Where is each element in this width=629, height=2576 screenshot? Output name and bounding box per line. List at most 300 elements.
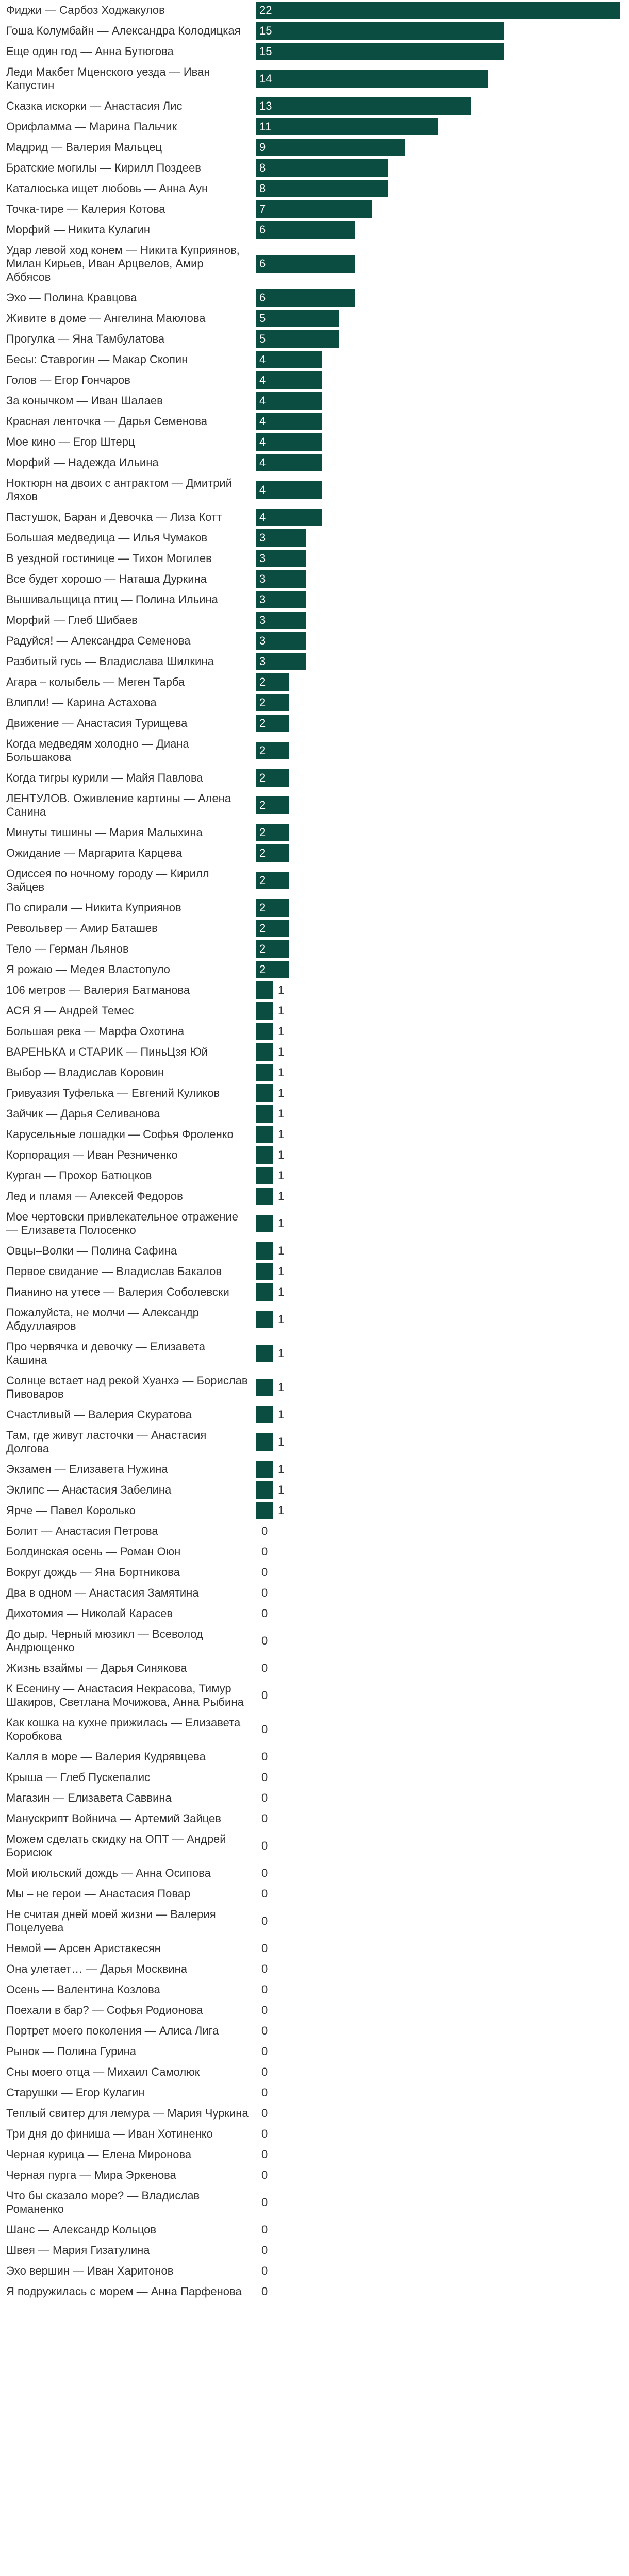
value-label: 1 xyxy=(278,984,285,996)
chart-row xyxy=(0,1980,629,1999)
category-label: Точка-тире — Калерия Котова xyxy=(6,202,165,215)
chart-row xyxy=(0,2221,629,2239)
category-label: Большая медведица — Илья Чумаков xyxy=(6,531,208,544)
value-label: 0 xyxy=(261,1791,268,1804)
bar xyxy=(256,509,322,526)
category-label: Когда тигры курили — Майя Павлова xyxy=(6,771,203,784)
bar xyxy=(256,180,388,197)
category-label: Жизнь взаймы — Дарья Синякова xyxy=(6,1662,187,1674)
chart-row xyxy=(0,769,629,787)
chart-row xyxy=(0,42,629,61)
chart-row xyxy=(0,117,629,136)
value-label: 2 xyxy=(259,846,266,859)
category-label: Фиджи — Сарбоз Ходжакулов xyxy=(6,4,165,16)
category-label: Мое кино — Егор Штерц xyxy=(6,435,135,448)
value-label: 5 xyxy=(259,312,266,325)
category-label: Каталюська ищет любовь — Анна Аун xyxy=(6,182,208,195)
chart-row xyxy=(0,241,629,286)
category-label: Все будет хорошо — Наташа Дуркина xyxy=(6,572,207,585)
bar xyxy=(256,255,355,273)
category-label: Эхо — Полина Кравцова xyxy=(6,291,137,304)
value-label: 1 xyxy=(278,1066,285,1079)
value-label: 2 xyxy=(259,963,266,976)
category-label: Минуты тишины — Мария Малыхина xyxy=(6,826,203,839)
bar xyxy=(256,1188,273,1205)
category-label: Большая река — Марфа Охотина xyxy=(6,1025,185,1038)
value-label: 22 xyxy=(259,4,272,16)
category-label: Осень — Валентина Козлова xyxy=(6,1983,160,1996)
chart-row xyxy=(0,1748,629,1766)
value-label: 0 xyxy=(261,2127,268,2140)
category-label: Вокруг дождь — Яна Бортникова xyxy=(6,1566,180,1579)
chart-row xyxy=(0,1522,629,1540)
chart-row xyxy=(0,1371,629,1403)
bar xyxy=(256,1105,273,1123)
chart-row xyxy=(0,1002,629,1020)
chart-row xyxy=(0,1939,629,1958)
value-label: 9 xyxy=(259,141,266,154)
category-label: Поехали в бар? — Софья Родионова xyxy=(6,2004,203,2016)
bar xyxy=(256,1242,273,1260)
chart-row xyxy=(0,1809,629,1828)
category-label: Счастливый — Валерия Скуратова xyxy=(6,1408,192,1421)
chart-row xyxy=(0,2063,629,2081)
chart-row xyxy=(0,632,629,650)
value-label: 0 xyxy=(261,2065,268,2078)
category-label: Портрет моего поколения — Алиса Лига xyxy=(6,2024,219,2037)
category-label: Не считая дней моей жизни — Валерия Поцелуева xyxy=(6,1908,216,1934)
value-label: 0 xyxy=(261,1566,268,1579)
value-label: 7 xyxy=(259,202,266,215)
chart-row xyxy=(0,371,629,389)
value-label: 1 xyxy=(278,1107,285,1120)
chart-row xyxy=(0,652,629,671)
category-label: Старушки — Егор Кулагин xyxy=(6,2086,145,2099)
chart-row xyxy=(0,1481,629,1499)
value-label: 4 xyxy=(259,374,266,386)
chart-row xyxy=(0,412,629,431)
category-label: Пианино на утесе — Валерия Соболевски xyxy=(6,1285,229,1298)
chart-row xyxy=(0,1166,629,1185)
category-label: Первое свидание — Владислав Бакалов xyxy=(6,1265,222,1278)
value-label: 1 xyxy=(278,1265,285,1278)
value-label: 3 xyxy=(259,614,266,626)
category-label: Немой — Арсен Аристакесян xyxy=(6,1942,161,1955)
category-label: Мой июльский дождь — Анна Осипова xyxy=(6,1867,211,1879)
chart-row xyxy=(0,2001,629,2020)
value-label: 0 xyxy=(261,1812,268,1825)
category-label: Магазин — Елизавета Саввина xyxy=(6,1791,172,1804)
chart-row xyxy=(0,693,629,712)
bar xyxy=(256,1146,273,1164)
category-label: Она улетает… — Дарья Москвина xyxy=(6,1962,187,1975)
value-label: 2 xyxy=(259,675,266,688)
chart-row xyxy=(0,590,629,609)
chart-row xyxy=(0,138,629,157)
category-label: Экзамен — Елизавета Нужина xyxy=(6,1463,168,1476)
value-label: 2 xyxy=(259,942,266,955)
value-label: 0 xyxy=(261,2107,268,2120)
category-label: Ноктюрн на двоих с антрактом — Дмитрий Ляхов xyxy=(6,477,233,503)
category-label: Дихотомия — Николай Карасев xyxy=(6,1607,173,1620)
chart-row xyxy=(0,1543,629,1561)
value-label: 0 xyxy=(261,2223,268,2236)
value-label: 2 xyxy=(259,744,266,757)
category-label: Разбитый гусь — Владислава Шилкина xyxy=(6,655,214,668)
bar xyxy=(256,200,372,218)
value-label: 4 xyxy=(259,511,266,523)
value-label: 1 xyxy=(278,1045,285,1058)
chart-row xyxy=(0,2166,629,2184)
category-label: Крыша — Глеб Пускепалис xyxy=(6,1771,151,1784)
category-label: Вышивальщица птиц — Полина Ильина xyxy=(6,593,218,606)
value-label: 13 xyxy=(259,99,272,112)
category-label: Курган — Прохор Батюцков xyxy=(6,1169,152,1182)
category-label: Агара – колыбель — Меген Тарба xyxy=(6,675,185,688)
category-label: Сны моего отца — Михаил Самолюк xyxy=(6,2065,200,2078)
value-label: 0 xyxy=(261,1689,268,1702)
chart-row xyxy=(0,1714,629,1745)
category-label: Пожалуйста, не молчи — Александр Абдуллаяров xyxy=(6,1306,199,1332)
value-label: 6 xyxy=(259,223,266,236)
value-label: 4 xyxy=(259,415,266,428)
bar xyxy=(256,1084,273,1102)
bar xyxy=(256,454,322,471)
chart-row xyxy=(0,899,629,917)
value-label: 0 xyxy=(261,1839,268,1852)
chart-row xyxy=(0,1864,629,1883)
chart-row xyxy=(0,1680,629,1711)
chart-row xyxy=(0,1830,629,1862)
value-label: 0 xyxy=(261,2045,268,2058)
chart-row xyxy=(0,2282,629,2301)
value-label: 0 xyxy=(261,1723,268,1736)
chart-row xyxy=(0,1303,629,1335)
chart-row xyxy=(0,1584,629,1602)
chart-row xyxy=(0,844,629,862)
chart-row xyxy=(0,1501,629,1520)
chart-row xyxy=(0,453,629,472)
value-label: 0 xyxy=(261,2168,268,2181)
value-label: 3 xyxy=(259,552,266,565)
chart-row xyxy=(0,433,629,451)
value-label: 1 xyxy=(278,1504,285,1517)
chart-row xyxy=(0,1789,629,1807)
value-label: 0 xyxy=(261,2004,268,2016)
value-label: 8 xyxy=(259,161,266,174)
value-label: 0 xyxy=(261,2285,268,2298)
category-label: Я рожаю — Медея Властопуло xyxy=(6,963,170,976)
value-label: 1 xyxy=(278,1285,285,1298)
category-label: Радуйся! — Александра Семенова xyxy=(6,634,191,647)
value-label: 3 xyxy=(259,572,266,585)
value-label: 1 xyxy=(278,1025,285,1038)
chart-row xyxy=(0,309,629,328)
chart-row xyxy=(0,865,629,896)
value-label: 8 xyxy=(259,182,266,195)
chart-row xyxy=(0,392,629,410)
category-label: К Есенину — Анастасия Некрасова, Тимур Шакиров, Светлана Мочижова, Анна Рыбина xyxy=(6,1682,244,1708)
value-label: 0 xyxy=(261,1662,268,1674)
category-label: Корпорация — Иван Резниченко xyxy=(6,1148,178,1161)
value-label: 0 xyxy=(261,2244,268,2257)
bar xyxy=(256,1215,273,1232)
bar xyxy=(256,1002,273,1020)
chart-row xyxy=(0,2042,629,2061)
category-label: Леди Макбет Мценского уезда — Иван Капустин xyxy=(6,65,210,92)
bar xyxy=(256,97,471,115)
chart-row xyxy=(0,2104,629,2123)
chart-row xyxy=(0,1405,629,1424)
value-label: 2 xyxy=(259,717,266,730)
category-label: В уездной гостинице — Тихон Могилев xyxy=(6,552,212,565)
value-label: 0 xyxy=(261,1887,268,1900)
chart-row xyxy=(0,63,629,95)
bar xyxy=(256,481,322,499)
category-label: Лед и пламя — Алексей Федоров xyxy=(6,1190,183,1202)
category-label: Эхо вершин — Иван Харитонов xyxy=(6,2264,174,2277)
value-label: 4 xyxy=(259,435,266,448)
bar xyxy=(256,1023,273,1040)
value-label: 0 xyxy=(261,1983,268,1996)
category-label: Еще один год — Анна Бутюгова xyxy=(6,45,174,58)
bar xyxy=(256,1406,273,1423)
value-label: 5 xyxy=(259,332,266,345)
category-label: Ярче — Павел Королько xyxy=(6,1504,136,1517)
chart-row xyxy=(0,919,629,938)
category-label: Я подружилась с морем — Анна Парфенова xyxy=(6,2285,242,2298)
value-label: 15 xyxy=(259,24,272,37)
category-label: Пастушок, Баран и Девочка — Лиза Котт xyxy=(6,511,222,523)
value-label: 1 xyxy=(278,1087,285,1099)
bar xyxy=(256,1126,273,1143)
chart-row xyxy=(0,1105,629,1123)
chart-row xyxy=(0,1659,629,1677)
value-label: 4 xyxy=(259,394,266,407)
chart-row xyxy=(0,549,629,568)
value-label: 1 xyxy=(278,1347,285,1360)
value-label: 15 xyxy=(259,45,272,58)
value-label: 1 xyxy=(278,1148,285,1161)
chart-row xyxy=(0,1337,629,1369)
chart-row xyxy=(0,1460,629,1479)
bar xyxy=(256,433,322,451)
category-label: Швея — Мария Гизатулина xyxy=(6,2244,150,2257)
bar xyxy=(256,392,322,410)
value-label: 2 xyxy=(259,696,266,709)
category-label: АСЯ Я — Андрей Темес xyxy=(6,1004,134,1017)
value-label: 1 xyxy=(278,1217,285,1230)
chart-row xyxy=(0,97,629,115)
chart-row xyxy=(0,1885,629,1903)
category-label: Живите в доме — Ангелина Маюлова xyxy=(6,312,206,325)
category-label: Револьвер — Амир Баташев xyxy=(6,922,158,935)
value-label: 1 xyxy=(278,1004,285,1017)
category-label: Гривуазия Туфелька — Евгений Куликов xyxy=(6,1087,220,1099)
category-label: Зайчик — Дарья Селиванова xyxy=(6,1107,160,1120)
category-label: Овцы–Волки — Полина Сафина xyxy=(6,1244,177,1257)
category-label: Три дня до финиша — Иван Хотиненко xyxy=(6,2127,213,2140)
value-label: 3 xyxy=(259,634,266,647)
value-label: 0 xyxy=(261,1867,268,1879)
value-label: 14 xyxy=(259,72,272,85)
chart-row xyxy=(0,2083,629,2102)
chart-row xyxy=(0,1960,629,1978)
value-label: 0 xyxy=(261,2024,268,2037)
chart-row xyxy=(0,529,629,547)
chart-row xyxy=(0,673,629,691)
value-label: 1 xyxy=(278,1244,285,1257)
category-label: Шанс — Александр Кольцов xyxy=(6,2223,157,2236)
chart-row xyxy=(0,350,629,369)
value-label: 1 xyxy=(278,1128,285,1141)
chart-row xyxy=(0,508,629,527)
category-label: ЛЕНТУЛОВ. Оживление картины — Алена Санина xyxy=(6,792,231,818)
bar xyxy=(256,1345,273,1362)
chart-row xyxy=(0,2145,629,2164)
category-label: Движение — Анастасия Турищева xyxy=(6,717,188,730)
category-label: Красная ленточка — Дарья Семенова xyxy=(6,415,207,428)
category-label: Про червячка и девочку — Елизавета Кашина xyxy=(6,1340,205,1366)
bar xyxy=(256,289,355,307)
category-label: Сказка искорки — Анастасия Лис xyxy=(6,99,183,112)
chart-row xyxy=(0,981,629,999)
value-label: 0 xyxy=(261,1524,268,1537)
value-label: 0 xyxy=(261,1942,268,1955)
value-label: 1 xyxy=(278,1408,285,1421)
chart-row xyxy=(0,2262,629,2280)
chart-row xyxy=(0,289,629,307)
chart-row xyxy=(0,714,629,733)
chart-row xyxy=(0,1563,629,1582)
bar xyxy=(256,1379,273,1396)
category-label: Черная курица — Елена Миронова xyxy=(6,2148,192,2161)
category-label: Два в одном — Анастасия Замятина xyxy=(6,1586,199,1599)
chart-row xyxy=(0,1125,629,1144)
chart-row xyxy=(0,1146,629,1164)
value-label: 1 xyxy=(278,1463,285,1476)
category-label: Влипли! — Карина Астахова xyxy=(6,696,157,709)
category-label: Ожидание — Маргарита Карцева xyxy=(6,846,183,859)
category-label: Выбор — Владислав Коровин xyxy=(6,1066,164,1079)
chart-row xyxy=(0,940,629,958)
chart-row xyxy=(0,960,629,979)
chart-row xyxy=(0,1768,629,1787)
bar xyxy=(256,1481,273,1499)
category-label: По спирали — Никита Куприянов xyxy=(6,901,181,914)
category-label: Морфий — Надежда Ильина xyxy=(6,456,159,469)
value-label: 0 xyxy=(261,1962,268,1975)
value-label: 0 xyxy=(261,2086,268,2099)
bar xyxy=(256,351,322,368)
value-label: 2 xyxy=(259,922,266,935)
category-label: Солнце встает над рекой Хуанхэ — Борислав Пивоваров xyxy=(6,1374,248,1400)
bar xyxy=(256,310,339,327)
chart-row xyxy=(0,22,629,40)
category-label: Когда медведям холодно — Диана Большакова xyxy=(6,737,189,764)
bar xyxy=(256,139,405,156)
chart-row xyxy=(0,1242,629,1260)
value-label: 2 xyxy=(259,874,266,887)
chart-row xyxy=(0,1283,629,1301)
category-label: Калля в море — Валерия Кудрявцева xyxy=(6,1750,206,1763)
chart-row xyxy=(0,570,629,588)
chart-row xyxy=(0,1084,629,1103)
value-label: 11 xyxy=(259,120,271,133)
category-label: Эклипс — Анастасия Забелина xyxy=(6,1483,172,1496)
chart-row xyxy=(0,2125,629,2143)
value-label: 2 xyxy=(259,901,266,914)
chart-row xyxy=(0,1625,629,1657)
bar xyxy=(256,981,273,999)
category-label: Карусельные лошадки — Софья Фроленко xyxy=(6,1128,234,1141)
chart-row xyxy=(0,1187,629,1206)
chart-row xyxy=(0,2241,629,2260)
category-label: Можем сделать скидку на ОПТ — Андрей Борисюк xyxy=(6,1833,226,1859)
value-label: 0 xyxy=(261,2264,268,2277)
category-label: ВАРЕНЬКА и СТАРИК — ПиньЦзя Юй xyxy=(6,1045,208,1058)
chart-row xyxy=(0,823,629,842)
category-label: Мы – не герои — Анастасия Повар xyxy=(6,1887,191,1900)
category-label: Болит — Анастасия Петрова xyxy=(6,1524,158,1537)
value-label: 0 xyxy=(261,1607,268,1620)
bar xyxy=(256,1502,273,1519)
category-label: Удар левой ход конем — Никита Куприянов, Милан Кирьев, Иван Арцвелов, Амир Аббясов xyxy=(6,244,240,283)
category-label: Братские могилы — Кирилл Поздеев xyxy=(6,161,201,174)
chart-row xyxy=(0,611,629,630)
chart-row xyxy=(0,735,629,767)
category-label: Теплый свитер для лемура — Мария Чуркина xyxy=(6,2107,249,2120)
value-label: 4 xyxy=(259,353,266,366)
value-label: 0 xyxy=(261,1586,268,1599)
chart-row xyxy=(0,1262,629,1281)
chart-row xyxy=(0,1604,629,1623)
category-label: Орифламма — Марина Пальчик xyxy=(6,120,177,133)
chart-row xyxy=(0,179,629,198)
bar xyxy=(256,1263,273,1280)
category-label: Рынок — Полина Гурина xyxy=(6,2045,137,2058)
bar xyxy=(256,1283,273,1301)
category-label: Тело — Герман Льянов xyxy=(6,942,129,955)
category-label: Гоша Колумбайн — Александра Колодицкая xyxy=(6,24,241,37)
category-label: 106 метров — Валерия Батманова xyxy=(6,984,190,996)
value-label: 1 xyxy=(278,1313,285,1326)
value-label: 4 xyxy=(259,456,266,469)
category-label: Прогулка — Яна Тамбулатова xyxy=(6,332,165,345)
chart-row xyxy=(0,474,629,506)
chart-row xyxy=(0,2022,629,2040)
value-label: 1 xyxy=(278,1435,285,1448)
category-label: Одиссея по ночному городу — Кирилл Зайцев xyxy=(6,867,209,893)
category-label: Голов — Егор Гончаров xyxy=(6,374,130,386)
bar xyxy=(256,118,438,135)
category-label: Бесы: Ставрогин — Макар Скопин xyxy=(6,353,188,366)
chart-row xyxy=(0,789,629,821)
bar xyxy=(256,330,339,348)
value-label: 6 xyxy=(259,257,266,270)
category-label: Манускрипт Войнича — Артемий Зайцев xyxy=(6,1812,221,1825)
chart-row xyxy=(0,200,629,218)
bar xyxy=(256,22,504,40)
category-label: Как кошка на кухне прижилась — Елизавета Коробкова xyxy=(6,1716,241,1742)
bar xyxy=(256,1433,273,1451)
value-label: 0 xyxy=(261,1545,268,1558)
bar xyxy=(256,70,488,88)
value-label: 1 xyxy=(278,1381,285,1394)
value-label: 0 xyxy=(261,2196,268,2209)
category-label: До дыр. Черный мюзикл — Всеволод Андрющенко xyxy=(6,1628,203,1654)
bar xyxy=(256,1461,273,1478)
